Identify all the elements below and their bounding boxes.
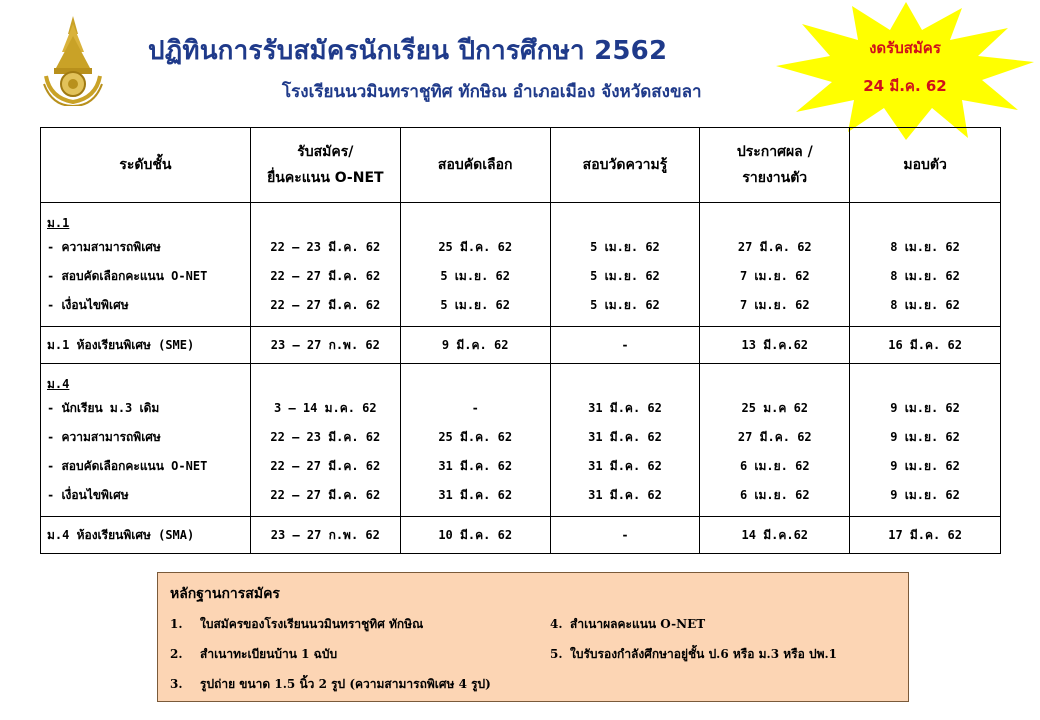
starburst-badge: [772, 0, 1040, 140]
announce-date: 7 เม.ย. 62: [739, 298, 810, 312]
col-header-test: สอบวัดความรู้: [550, 128, 700, 203]
col-header-apply: รับสมัคร/ ยื่นคะแนน O-NET: [250, 128, 400, 203]
row-label: ม.1 ห้องเรียนพิเศษ (SME): [47, 338, 195, 352]
document-item: 4. สำเนาผลคะแนน O-NET: [550, 617, 706, 631]
row-label: - สอบคัดเลือกคะแนน O-NET: [47, 459, 208, 473]
announce-date: 13 มี.ค.62: [741, 338, 809, 352]
announce-date: 7 เม.ย. 62: [739, 269, 810, 283]
test-date: 5 เม.ย. 62: [590, 240, 660, 254]
m1-report-cell: [850, 203, 1001, 327]
test-date: -: [621, 338, 629, 352]
page-title: ปฏิทินการรับสมัครนักเรียน ปีการศึกษา 2562: [148, 36, 668, 66]
select-date: 5 เม.ย. 62: [440, 298, 510, 312]
m4-level-label: ม.4: [47, 377, 70, 391]
m4-select-cell: [400, 364, 550, 517]
m4-test-cell: [550, 364, 700, 517]
m1-test-cell: [550, 203, 700, 327]
report-date: 8 เม.ย. 62: [890, 298, 960, 312]
test-date: -: [621, 528, 629, 542]
report-date: 9 เม.ย. 62: [890, 459, 960, 473]
apply-date: 22 – 27 มี.ค. 62: [270, 488, 381, 502]
announce-date: 27 มี.ค. 62: [737, 240, 812, 254]
school-name: โรงเรียนนวมินทราชูทิศ ทักษิณ อำเภอเมือง จังหวัดสงขลา: [282, 82, 702, 102]
starburst-shape: [776, 2, 1034, 140]
test-date: 31 มี.ค. 62: [588, 488, 662, 502]
school-emblem-icon: [42, 14, 104, 106]
announce-date: 6 เม.ย. 62: [739, 488, 810, 502]
document-item: 3. รูปถ่าย ขนาด 1.5 นิ้ว 2 รูป (ความสามารถพิเศษ 4 รูป): [170, 677, 491, 691]
announce-date: 6 เม.ย. 62: [739, 459, 810, 473]
m4-report-cell: [850, 364, 1001, 517]
report-date: 8 เม.ย. 62: [890, 269, 960, 283]
table-row-m1: [41, 203, 1001, 327]
select-date: 10 มี.ค. 62: [438, 528, 513, 542]
select-date: 31 มี.ค. 62: [438, 459, 513, 473]
no-applications-label: งดรับสมัคร: [869, 39, 941, 57]
document-item: 1. ใบสมัครของโรงเรียนนวมินทราชูทิศ ทักษิณ: [170, 617, 424, 631]
table-row-sma: [41, 517, 1001, 554]
test-date: 31 มี.ค. 62: [588, 430, 662, 444]
test-date: 31 มี.ค. 62: [588, 459, 662, 473]
m4-level-cell: [41, 364, 251, 517]
row-label: - ความสามารถพิเศษ: [47, 430, 161, 444]
test-date: 31 มี.ค. 62: [588, 401, 662, 415]
m1-select-cell: [400, 203, 550, 327]
row-label: - สอบคัดเลือกคะแนน O-NET: [47, 269, 208, 283]
apply-date: 23 – 27 ก.พ. 62: [270, 338, 380, 352]
test-date: 5 เม.ย. 62: [590, 298, 660, 312]
row-label: - นักเรียน ม.3 เดิม: [47, 401, 160, 415]
m4-announce-cell: [700, 364, 850, 517]
report-date: 9 เม.ย. 62: [890, 401, 960, 415]
row-label: - เงื่อนไขพิเศษ: [47, 298, 129, 312]
m1-level-label: ม.1: [47, 216, 70, 230]
table-header-row: [41, 128, 1001, 203]
report-date: 17 มี.ค. 62: [888, 528, 962, 542]
apply-date: 22 – 27 มี.ค. 62: [270, 459, 381, 473]
apply-date: 22 – 23 มี.ค. 62: [270, 240, 381, 254]
test-date: 5 เม.ย. 62: [590, 269, 660, 283]
col-header-announce: ประกาศผล / รายงานตัว: [700, 128, 850, 203]
col-header-selection: สอบคัดเลือก: [400, 128, 550, 203]
report-date: 16 มี.ค. 62: [888, 338, 962, 352]
select-date: 25 มี.ค. 62: [438, 240, 513, 254]
report-date: 9 เม.ย. 62: [890, 488, 960, 502]
select-date: 25 มี.ค. 62: [438, 430, 513, 444]
report-date: 8 เม.ย. 62: [890, 240, 960, 254]
documents-title: หลักฐานการสมัคร: [170, 586, 280, 602]
row-label: - ความสามารถพิเศษ: [47, 240, 161, 254]
select-date: -: [471, 401, 479, 415]
apply-date: 3 – 14 ม.ค. 62: [274, 401, 377, 415]
select-date: 9 มี.ค. 62: [441, 338, 509, 352]
document-item: 2. สำเนาทะเบียนบ้าน 1 ฉบับ: [170, 647, 338, 661]
col-header-report: มอบตัว: [850, 128, 1001, 203]
table-row-sme: [41, 327, 1001, 364]
table-row-m4: [41, 364, 1001, 517]
announce-date: 25 ม.ค 62: [741, 401, 809, 415]
select-date: 31 มี.ค. 62: [438, 488, 513, 502]
apply-date: 23 – 27 ก.พ. 62: [270, 528, 380, 542]
apply-date: 22 – 23 มี.ค. 62: [270, 430, 381, 444]
row-label: - เงื่อนไขพิเศษ: [47, 488, 129, 502]
document-item: 5. ใบรับรองกำลังศึกษาอยู่ชั้น ป.6 หรือ ม.3 หรือ ปพ.1: [550, 647, 838, 661]
m1-level-cell: [41, 203, 251, 327]
apply-date: 22 – 27 มี.ค. 62: [270, 298, 381, 312]
apply-date: 22 – 27 มี.ค. 62: [270, 269, 381, 283]
no-applications-date: 24 มี.ค. 62: [863, 77, 947, 95]
schedule-table: [40, 127, 1001, 554]
row-label: ม.4 ห้องเรียนพิเศษ (SMA): [47, 528, 195, 542]
announce-date: 27 มี.ค. 62: [737, 430, 812, 444]
col-header-level: ระดับชั้น: [41, 128, 251, 203]
application-documents-box: [157, 572, 909, 702]
m1-announce-cell: [700, 203, 850, 327]
m1-apply-cell: [250, 203, 400, 327]
report-date: 9 เม.ย. 62: [890, 430, 960, 444]
announce-date: 14 มี.ค.62: [741, 528, 809, 542]
select-date: 5 เม.ย. 62: [440, 269, 510, 283]
m4-apply-cell: [250, 364, 400, 517]
